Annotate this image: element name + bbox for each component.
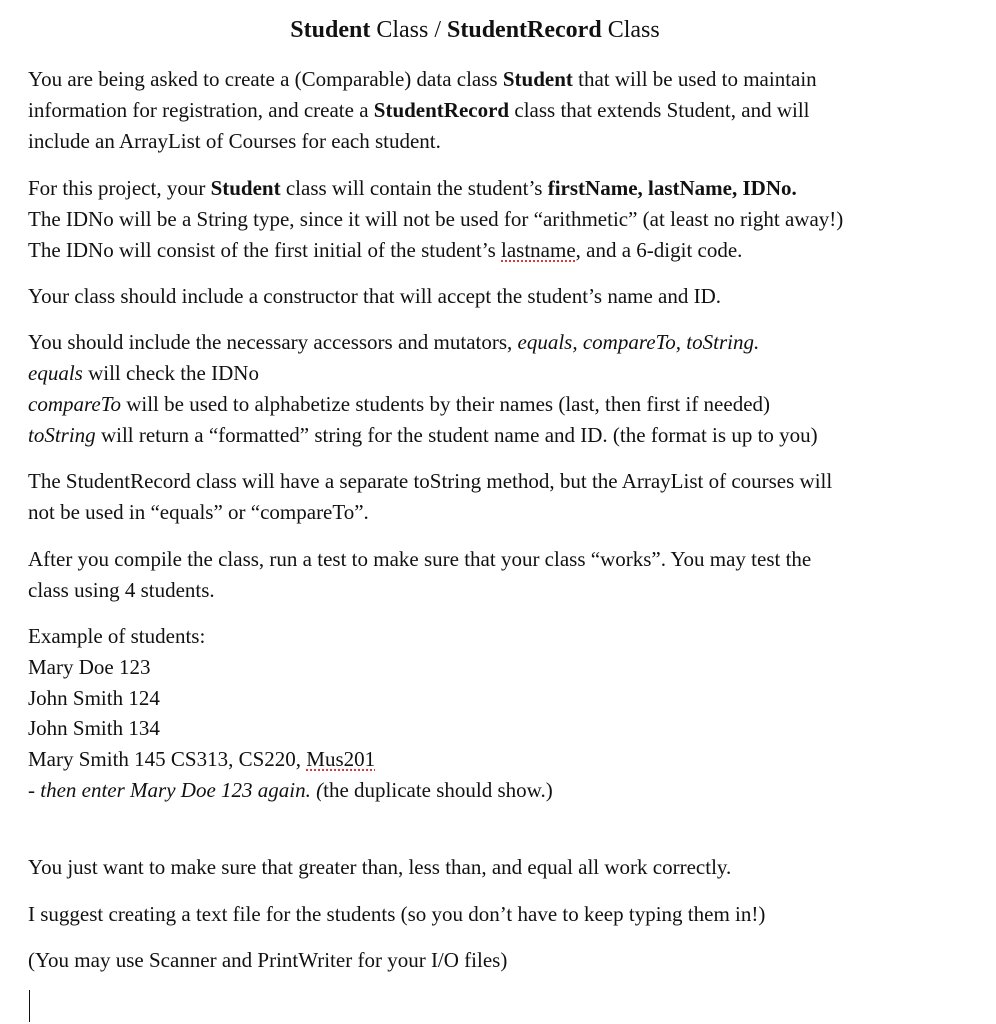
duplicate-note bbox=[28, 776, 553, 804]
examples-heading: Example of students: bbox=[28, 624, 206, 648]
fields-names-bold: firstName, lastName, IDNo. bbox=[547, 176, 797, 200]
intro-student-bold: Student bbox=[502, 67, 573, 91]
fields-text: For this project, your bbox=[28, 176, 211, 200]
methods-text: will check the IDNo bbox=[82, 361, 259, 385]
comparison-line: You just want to make sure that greater than, less than, and equal all work correctly. bbox=[28, 855, 732, 879]
example-student-3: John Smith 134 bbox=[28, 716, 160, 740]
example-student-4-text: Mary Smith 145 CS313, CS220, bbox=[28, 747, 307, 771]
fields-line-3 bbox=[28, 236, 742, 264]
io-line: (You may use Scanner and PrintWriter for your I/O files) bbox=[28, 948, 508, 972]
record-line-1: The StudentRecord class will have a separate toString method, but the ArrayList of courses will bbox=[28, 469, 833, 493]
fields-student-bold: Student bbox=[210, 176, 281, 200]
methods-line-3 bbox=[28, 390, 770, 418]
document-title bbox=[0, 14, 950, 46]
equals-italic: equals bbox=[28, 361, 83, 385]
title-studentrecord: StudentRecord bbox=[447, 17, 602, 43]
fields-text: , and a 6-digit code. bbox=[575, 238, 743, 262]
methods-text: You should include the necessary accessors and mutators, bbox=[28, 330, 518, 354]
intro-studentrecord-bold: StudentRecord bbox=[373, 98, 510, 122]
title-class: Class bbox=[601, 17, 660, 43]
fields-line-1 bbox=[28, 174, 797, 202]
intro-line-1 bbox=[28, 65, 817, 93]
fields-line-2: The IDNo will be a String type, since it will not be used for “arithmetic” (at least no right away!) bbox=[28, 207, 844, 231]
intro-text: information for registration, and create a bbox=[28, 98, 374, 122]
test-line-1: After you compile the class, run a test to make sure that your class “works”. You may test the bbox=[28, 547, 812, 571]
spellcheck-mus201[interactable]: Mus201 bbox=[306, 747, 376, 771]
compareto-italic: compareTo bbox=[28, 392, 121, 416]
intro-line-3: include an ArrayList of Courses for each student. bbox=[28, 129, 441, 153]
title-class-sep: Class / bbox=[370, 17, 448, 43]
methods-italic: equals, compareTo, toString. bbox=[517, 330, 760, 354]
test-line-2: class using 4 students. bbox=[28, 578, 215, 602]
record-line-2: not be used in “equals” or “compareTo”. bbox=[28, 500, 369, 524]
example-student-2: John Smith 124 bbox=[28, 686, 160, 710]
note-italic: then enter Mary Doe 123 again. bbox=[40, 778, 311, 802]
note-text: the duplicate should show.) bbox=[323, 778, 553, 802]
intro-text: class that extends Student, and will bbox=[509, 98, 810, 122]
tostring-italic: toString bbox=[28, 423, 96, 447]
methods-text: will return a “formatted” string for the student name and ID. (the format is up to you) bbox=[95, 423, 818, 447]
title-student: Student bbox=[290, 17, 371, 43]
methods-line-2 bbox=[28, 359, 259, 387]
note-dash: - bbox=[28, 778, 41, 802]
methods-line-4 bbox=[28, 421, 818, 449]
fields-text: class will contain the student’s bbox=[280, 176, 548, 200]
fields-text: The IDNo will consist of the first initial of the student’s bbox=[28, 238, 502, 262]
intro-text: that will be used to maintain bbox=[572, 67, 817, 91]
methods-text: will be used to alphabetize students by their names (last, then first if needed) bbox=[120, 392, 771, 416]
intro-text: You are being asked to create a (Comparable) data class bbox=[28, 67, 503, 91]
intro-line-2 bbox=[28, 96, 810, 124]
constructor-line: Your class should include a constructor that will accept the student’s name and ID. bbox=[28, 284, 722, 308]
text-cursor bbox=[29, 990, 30, 1022]
methods-line-1 bbox=[28, 328, 759, 356]
textfile-line: I suggest creating a text file for the students (so you don’t have to keep typing them in!) bbox=[28, 902, 766, 926]
note-paren: ( bbox=[310, 778, 324, 802]
example-student-1: Mary Doe 123 bbox=[28, 655, 151, 679]
example-student-4 bbox=[28, 745, 375, 773]
spellcheck-lastname[interactable]: lastname bbox=[501, 238, 576, 262]
